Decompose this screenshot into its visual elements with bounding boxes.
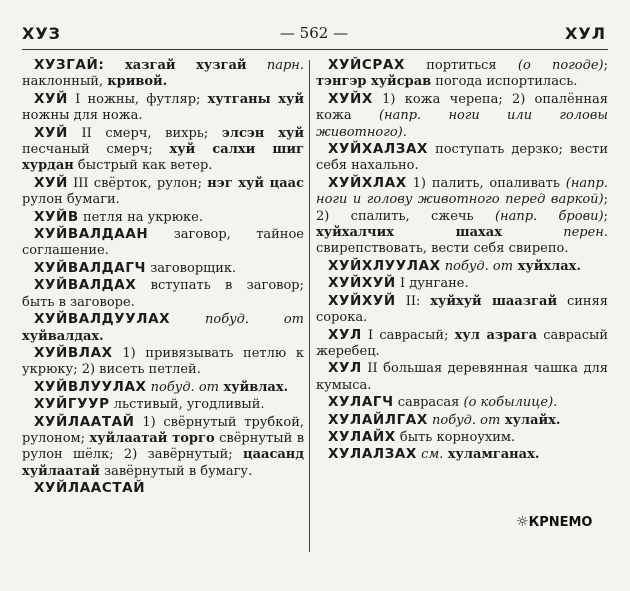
- watermark-stamp: [514, 514, 594, 530]
- entry-headword: ХУЙВЛАХ: [34, 344, 113, 361]
- entry-headword: ХУЙХАЛЗАХ: [328, 141, 429, 158]
- header-right-guideword: ХУЛ: [565, 24, 606, 43]
- translation-text: свирепствовать, вести себя свирепо.: [316, 241, 569, 257]
- page-header: [22, 24, 606, 46]
- translation-text: саврасая: [393, 395, 464, 411]
- translation-text: завёрнутый в бумагу.: [99, 463, 253, 479]
- mongolian-example: хуламганах.: [443, 447, 540, 463]
- entry-headword: ХУЛАЙХ: [328, 428, 396, 445]
- dictionary-entry: [22, 379, 304, 396]
- mongolian-example: хул азрага: [454, 327, 538, 343]
- entry-headword: ХУЙГУУР: [34, 396, 110, 413]
- header-left-guideword: ХУЗ: [22, 24, 62, 43]
- translation-text: петля на укрюке.: [78, 209, 203, 225]
- dictionary-entry: [22, 311, 304, 345]
- entry-headword: ХУЙХ: [328, 90, 373, 107]
- mongolian-example: нэг хуй цаас: [207, 175, 304, 191]
- entry-headword: ХУЙХЛАХ: [328, 174, 407, 191]
- translation-text: 1) палить, опаливать: [406, 175, 566, 191]
- entry-headword: ХУЗГАЙ:: [34, 57, 105, 73]
- dictionary-entry: [316, 91, 608, 141]
- mongolian-example: хуйвалдах.: [22, 328, 104, 344]
- grammar-label: (напр. брови): [494, 208, 604, 224]
- translation-text: I ножны, футляр;: [67, 91, 208, 107]
- left-column: [22, 57, 304, 557]
- entry-headword: ХУЛАЛЗАХ: [328, 446, 417, 463]
- mongolian-example: тэнгэр хуйсрав: [316, 74, 432, 90]
- translation-text: ; 2) спалить, сжечь: [316, 192, 608, 224]
- dictionary-entry: [316, 394, 608, 411]
- grammar-label: (напр. ноги и голову животного перед варкой): [316, 175, 608, 208]
- dictionary-entry: [22, 480, 304, 497]
- dictionary-entry: [22, 125, 304, 175]
- entry-headword: ХУЙВАЛДААН: [34, 226, 149, 243]
- translation-text: синяя сорока.: [316, 293, 608, 326]
- translation-text: заговорщик.: [146, 260, 237, 276]
- entry-headword: ХУЙВАЛДАГЧ: [34, 259, 147, 276]
- translation-text: 1) привязывать петлю к укрюку; 2) висеть петлей.: [22, 345, 304, 378]
- page-number: — 562 —: [279, 24, 349, 42]
- translation-text: ;: [603, 208, 608, 224]
- mongolian-example: хуйхалчих шахах: [316, 225, 502, 241]
- translation-text: III свёрток, рулон;: [67, 175, 208, 191]
- entry-headword: ХУЙВЛУУЛАХ: [34, 378, 147, 395]
- dictionary-entry: [22, 345, 304, 379]
- dictionary-entry: [316, 275, 608, 292]
- mongolian-example: хуйвлах.: [218, 379, 289, 395]
- entry-headword: ХУЙВАЛДАХ: [34, 277, 137, 294]
- mongolian-example: хутганы хуй: [207, 91, 304, 107]
- translation-text: вступать в заговор; быть в заговоре.: [22, 278, 304, 310]
- translation-text: .: [402, 124, 407, 140]
- dictionary-entry: [22, 260, 304, 277]
- entry-headword: ХУЙВАЛДУУЛАХ: [34, 311, 171, 328]
- dictionary-entry: [22, 209, 304, 226]
- translation-text: погода испортилась.: [431, 74, 578, 90]
- watermark-text: КРNEMO: [528, 515, 593, 530]
- entry-headword: ХУЙ: [34, 174, 68, 191]
- dictionary-entry: [22, 57, 304, 91]
- entry-headword: ХУЛ: [328, 326, 362, 343]
- mongolian-example: кривой.: [107, 74, 168, 90]
- translation-text: быть корноухим.: [395, 429, 516, 445]
- translation-text: I дунгане.: [395, 276, 469, 292]
- translation-text: II большая деревянная чашка для кумыса.: [316, 361, 608, 393]
- dictionary-entry: [22, 175, 304, 209]
- entry-headword: ХУЙСРАХ: [328, 57, 405, 73]
- mongolian-example: хазгай хузгай: [104, 58, 247, 73]
- grammar-label: парн.: [246, 58, 304, 73]
- grammar-label: (о кобылице): [463, 395, 554, 411]
- translation-text: песчаный смерч;: [22, 142, 170, 158]
- dictionary-entry: [22, 91, 304, 125]
- grammar-label: побуд. от: [440, 258, 514, 274]
- dictionary-entry: [316, 446, 608, 463]
- translation-text: I саврасый;: [361, 327, 455, 343]
- entry-headword: ХУЛ: [328, 360, 362, 377]
- translation-text: свёрнутый в рулон шёлк; 2) завёрнутый;: [22, 430, 304, 463]
- header-rule: [22, 49, 608, 50]
- entry-headword: ХУЛАЙЛГАХ: [328, 411, 428, 428]
- dictionary-entry: [316, 57, 608, 91]
- translation-text: 1) кожа черепа; 2) опалённая кожа: [316, 91, 608, 124]
- grammar-label: (о погоде): [517, 58, 604, 73]
- mongolian-example: элсэн хуй: [221, 125, 304, 141]
- translation-text: льстивый, угодливый.: [109, 397, 265, 413]
- grammar-label: побуд. от: [146, 379, 219, 395]
- translation-text: поступать дерзко; вести себя нахально.: [316, 142, 608, 174]
- sun-icon: ☼: [516, 514, 529, 530]
- entry-headword: ХУЙВ: [34, 208, 79, 225]
- entry-headword: ХУЙЛААТАЙ: [34, 413, 135, 430]
- grammar-label: (напр. ноги или головы животного): [316, 108, 608, 140]
- grammar-label: побуд. от: [170, 312, 304, 328]
- dictionary-entry: [316, 327, 608, 361]
- entry-headword: ХУЙ: [34, 124, 68, 141]
- dictionary-entry: [22, 396, 304, 413]
- dictionary-entry: [22, 414, 304, 481]
- mongolian-example: хуйлаатай торго: [89, 430, 215, 446]
- dictionary-entry: [316, 175, 608, 258]
- translation-text: ножны для ножа.: [22, 108, 143, 124]
- dictionary-entry: [316, 293, 608, 327]
- translation-text: ;: [603, 58, 608, 73]
- column-divider: [309, 60, 310, 552]
- dictionary-entry: [316, 360, 608, 394]
- grammar-label: перен.: [501, 225, 608, 241]
- dictionary-entry: [22, 226, 304, 260]
- translation-text: саврасый жеребец.: [316, 327, 608, 359]
- translation-text: 1) свёрнутый трубкой, рулоном;: [22, 414, 304, 446]
- translation-text: рулон бумаги.: [22, 192, 120, 208]
- translation-text: заговор, тайное соглашение.: [22, 227, 304, 259]
- grammar-label: побуд. от: [427, 412, 501, 428]
- dictionary-entry: [316, 141, 608, 175]
- mongolian-example: хуйхлах.: [513, 258, 581, 274]
- translation-text: II смерч, вихрь;: [67, 125, 222, 141]
- dictionary-entry: [316, 412, 608, 429]
- entry-headword: ХУЙ: [34, 90, 68, 107]
- entry-headword: ХУЙХУЙ: [328, 292, 396, 309]
- dictionary-entry: [22, 277, 304, 311]
- translation-text: быстрый как ветер.: [73, 158, 213, 174]
- entry-headword: ХУЛАГЧ: [328, 394, 394, 411]
- translation-text: портиться: [404, 58, 518, 73]
- mongolian-example: цаасанд хуйлаатай: [22, 447, 304, 479]
- mongolian-example: хуйхуй шаазгай: [430, 293, 558, 309]
- entry-headword: ХУЙХЛУУЛАХ: [328, 257, 441, 274]
- entry-headword: ХУЙЛААСТАЙ: [34, 480, 146, 497]
- translation-text: II:: [395, 293, 431, 309]
- translation-text: наклонный,: [22, 74, 108, 90]
- dictionary-entry: [316, 429, 608, 446]
- mongolian-example: хуй салхи шиг хурдан: [22, 142, 304, 174]
- dictionary-entry: [316, 258, 608, 275]
- translation-text: .: [553, 395, 558, 411]
- grammar-label: см.: [416, 447, 444, 463]
- right-column: [316, 57, 608, 557]
- mongolian-example: хулайх.: [500, 412, 561, 428]
- entry-headword: ХУЙХУЙ: [328, 275, 396, 292]
